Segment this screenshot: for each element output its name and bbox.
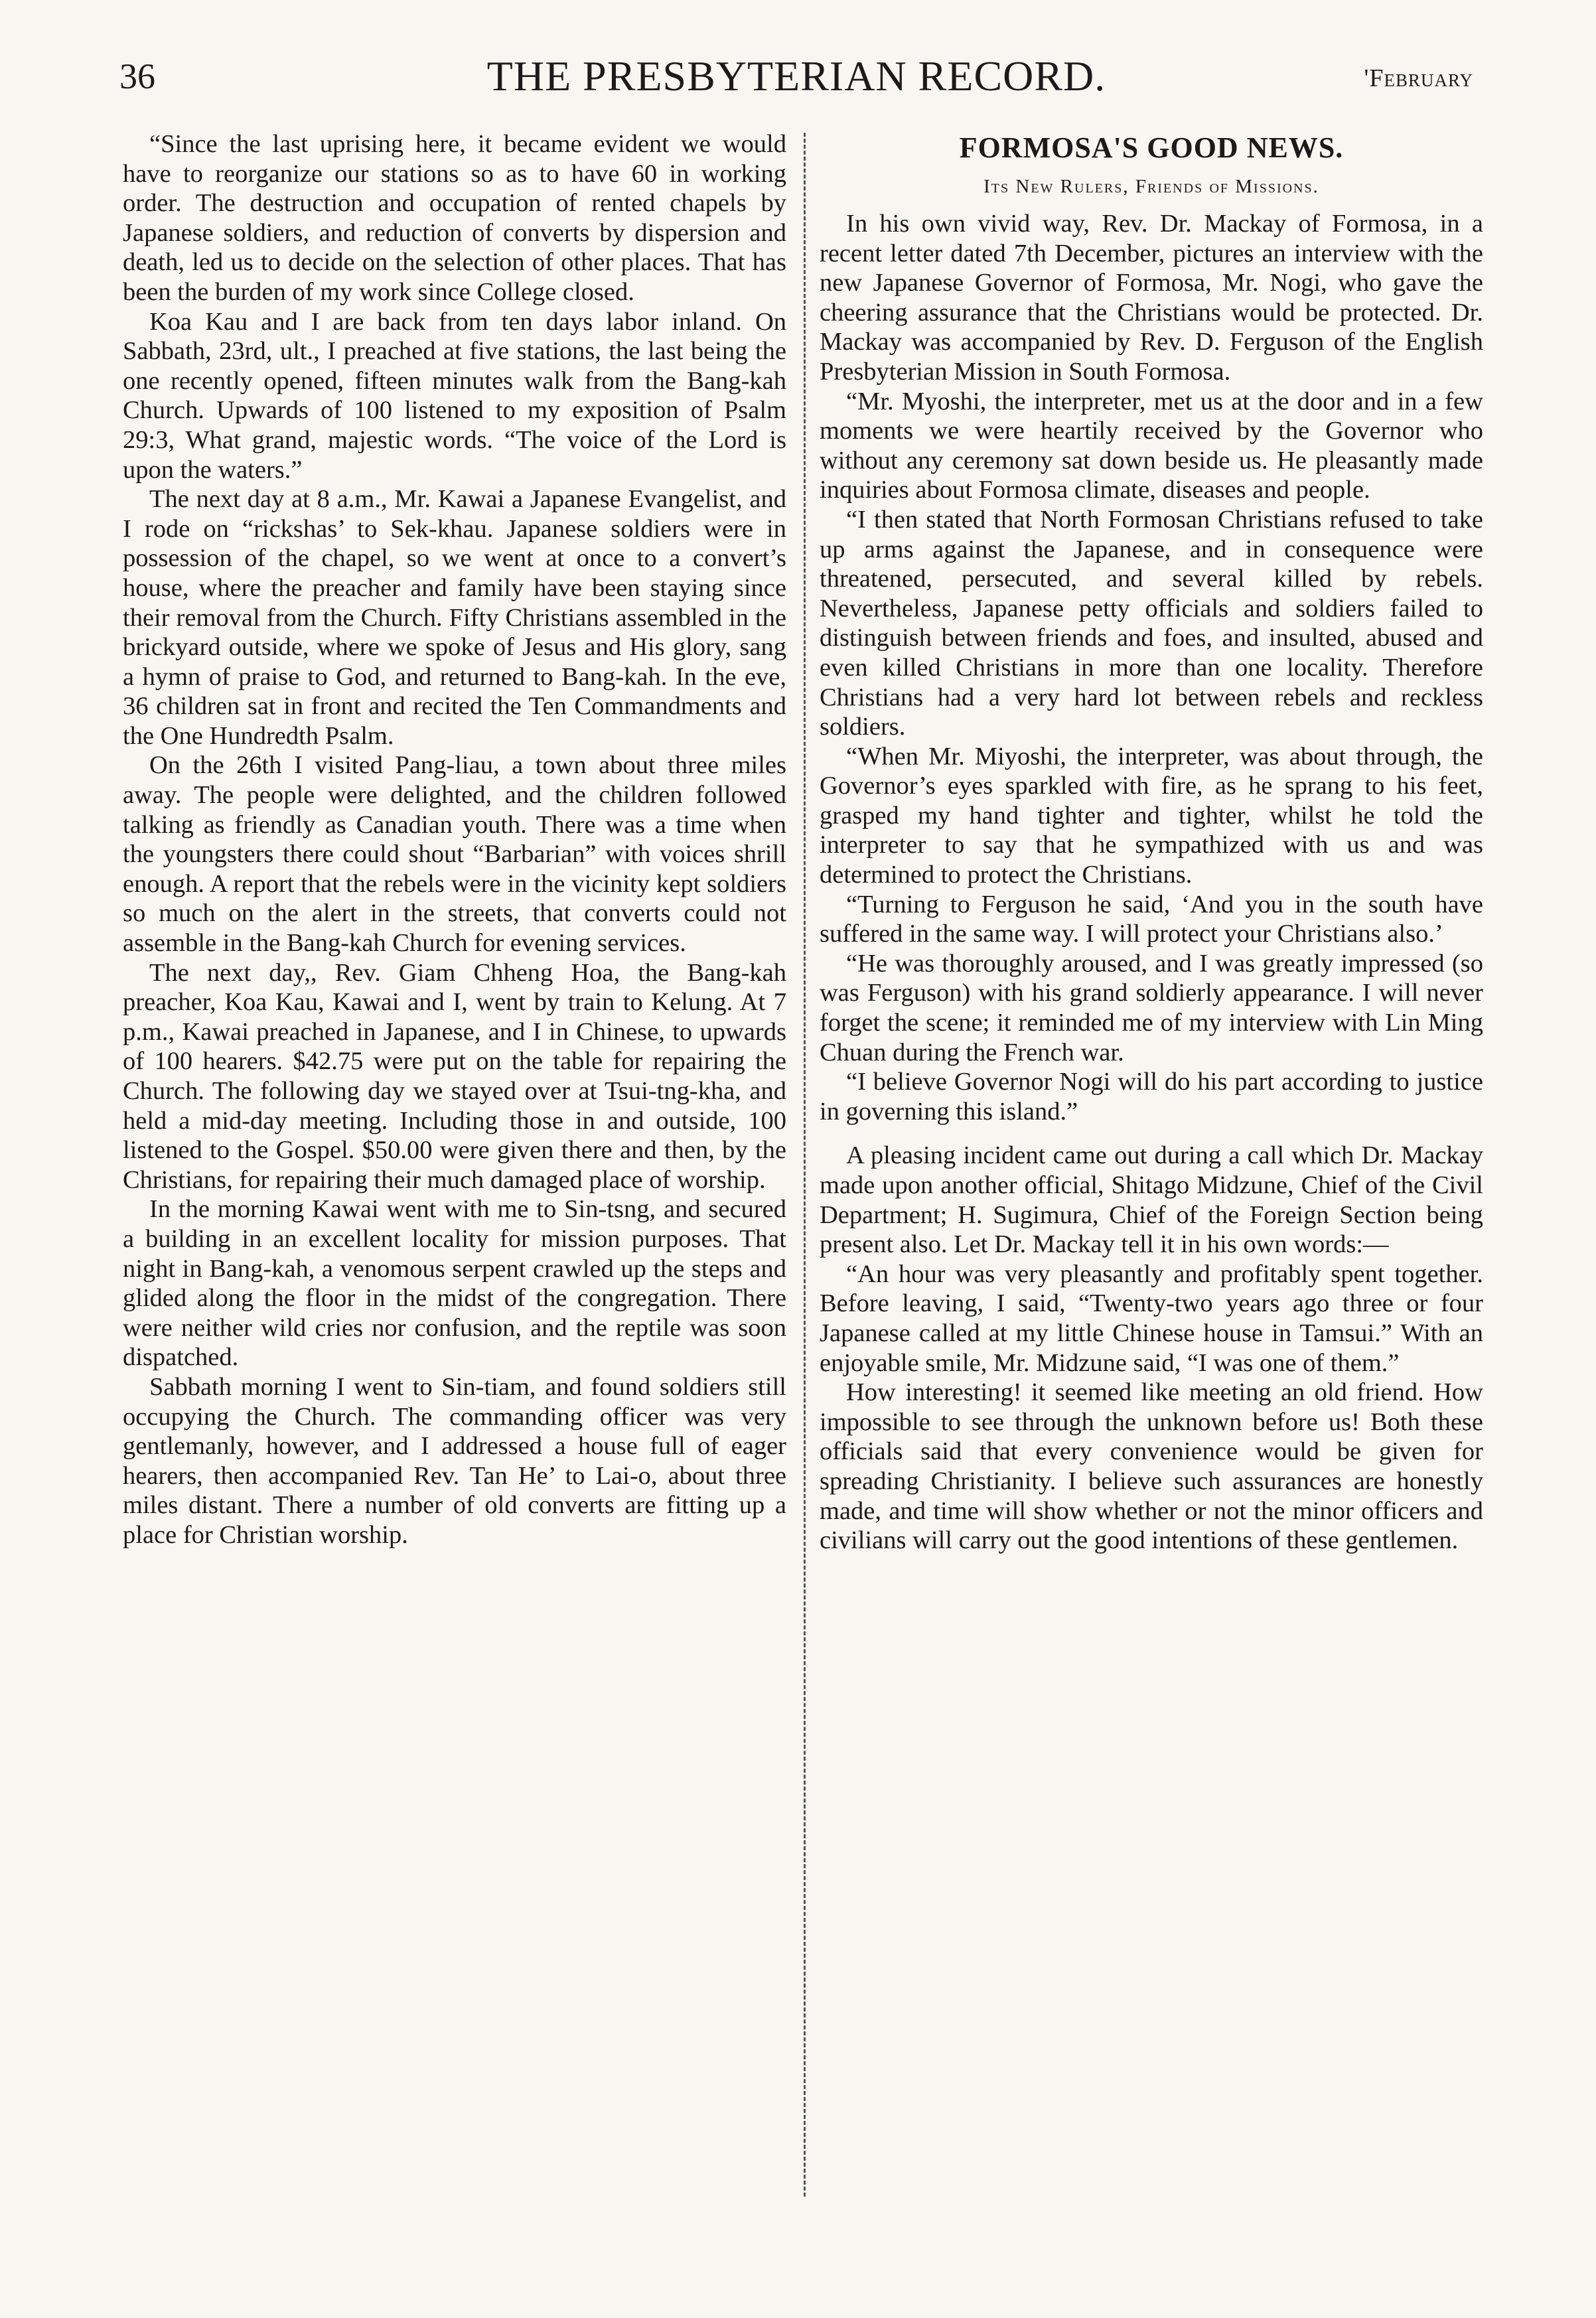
column-divider (804, 133, 806, 2197)
article-subtitle: Its New Rulers, Friends of Missions. (983, 176, 1319, 197)
paragraph: “Since the last uprising here, it became evident we would have to reorganize our stations so as to have 60 in working order. The destruction and occupation of rented chapels by Japanese soldiers, and reduction of converts by dispersion and death, led us to decide on the selection of other places. That has been the burden of my work since College closed. (123, 130, 786, 306)
page-header (119, 46, 1473, 106)
article-title: FORMOSA'S GOOD NEWS. (959, 131, 1344, 164)
paragraph: The next day,, Rev. Giam Chheng Hoa, the Bang-kah preacher, Koa Kau, Kawai and I, went by train to Kelung. At 7 p.m., Kawai preached in Japanese, and I in Chinese, to upwards of 100 hearers. $42.75 were put on the table for repairing the Church. The following day we stayed over at Tsui-tng-kha, and held a mid-day meeting. Including those in and outside, 100 listened to the Gospel. $50.00 were given there and then, by the Christians, for repairing their much damaged place of worship. (123, 958, 786, 1194)
paragraph: “Turning to Ferguson he said, ‘And you in the south have suffered in the same way. I will protect your Christians also.’ (820, 890, 1483, 948)
left-column (123, 129, 786, 2220)
paragraph: The next day at 8 a.m., Mr. Kawai a Japanese Evangelist, and I rode on “rickshas’ to Sek-khau. Japanese soldiers were in possession of the chapel, so we went at once to a convert’s house, where the preacher and family have been staying since their removal from the Church. Fifty Christians assembled in the brickyard outside, where we spoke of Jesus and His glory, sang a hymn of praise to God, and returned to Bang-kah. In the eve, 36 children sat in front and recited the Ten Commandments and the One Hundredth Psalm. (123, 485, 786, 750)
paragraph: “Mr. Myoshi, the interpreter, met us at the door and in a few moments we were heartily received by the Governor who without any ceremony sat down beside us. He pleasantly made inquiries about Formosa climate, diseases and people. (820, 387, 1483, 504)
page-number: 36 (119, 56, 155, 96)
paragraph: “He was thoroughly aroused, and I was greatly impressed (so was Ferguson) with his grand soldierly appearance. I will never forget the scene; it reminded me of my interview with Lin Ming Chuan during the French war. (820, 949, 1483, 1066)
paragraph: In his own vivid way, Rev. Dr. Mackay of Formosa, in a recent letter dated 7th December, pictures an interview with the new Japanese Governor of Formosa, Mr. Nogi, who gave the cheering assurance that the Christians would be protected. Dr. Mackay was accompanied by Rev. D. Ferguson of the English Presbyterian Mission in South Formosa. (820, 210, 1483, 386)
paragraph: On the 26th I visited Pang-liau, a town about three miles away. The people were delighted, and the children followed talking as friendly as Canadian youth. There was a time when the youngsters there could shout “Barbarian” with voices shrill enough. A report that the rebels were in the vicinity kept soldiers so much on the alert in the streets, that converts could not assemble in the Bang-kah Church for evening services. (123, 751, 786, 958)
paragraph: “When Mr. Miyoshi, the interpreter, was about through, the Governor’s eyes sparkled with fire, as he sprang to his feet, grasped my hand tighter and tighter, whilst he told the interpreter to say that he sympathized with us and was determined to protect the Christians. (820, 742, 1483, 889)
paragraph: “I then stated that North Formosan Christians refused to take up arms against the Japanese, and in consequence were threatened, persecuted, and several killed by rebels. Nevertheless, Japanese petty officials and soldiers failed to distinguish between friends and foes, and insulted, abused and even killed Christians in more than one locality. Therefore Christians had a very hard lot between rebels and reckless soldiers. (820, 505, 1483, 741)
paragraph: In the morning Kawai went with me to Sin-tsng, and secured a building in an excellent locality for mission purposes. That night in Bang-kah, a venomous serpent crawled up the steps and glided along the floor in the midst of the congregation. There were neither wild cries nor confusion, and the reptile was soon dispatched. (123, 1195, 786, 1372)
paragraph: Koa Kau and I are back from ten days labor inland. On Sabbath, 23rd, ult., I preached at five stations, the last being the one recently opened, fifteen minutes walk from the Bang-kah Church. Upwards of 100 listened to my exposition of Psalm 29:3, What grand, majestic words. “The voice of the Lord is upon the waters.” (123, 307, 786, 484)
paragraph: A pleasing incident came out during a call which Dr. Mackay made upon another official, Shitago Midzune, Chief of the Civil Department; H. Sugimura, Chief of the Foreign Section being present also. Let Dr. Mackay tell it in his own words:— (820, 1141, 1483, 1259)
paragraph: How interesting! it seemed like meeting an old friend. How impossible to see through the unknown before us! Both these officials said that every convenience would be given for spreading Christianity. I believe such assurances are honestly made, and time will show whether or not the minor officers and civilians will carry out the good intentions of these gentlemen. (820, 1378, 1483, 1555)
paragraph: Sabbath morning I went to Sin-tiam, and found soldiers still occupying the Church. The commanding officer was very gentlemanly, however, and I addressed a house full of eager hearers, then accompanied Rev. Tan He’ to Lai-o, about three miles distant. There a number of old converts are fitting up a place for Christian worship. (123, 1372, 786, 1549)
paragraph: “An hour was very pleasantly and profitably spent together. Before leaving, I said, “Twenty-two years ago three or four Japanese called at my little Chinese house in Tamsui.” With an enjoyable smile, Mr. Midzune said, “I was one of them.” (820, 1260, 1483, 1377)
section-gap (820, 1126, 1483, 1141)
issue-month: 'February (1364, 64, 1473, 92)
paragraph: “I believe Governor Nogi will do his part according to justice in governing this island.” (820, 1068, 1483, 1125)
running-title: THE PRESBYTERIAN RECORD. (486, 52, 1106, 100)
right-column (820, 129, 1483, 2220)
